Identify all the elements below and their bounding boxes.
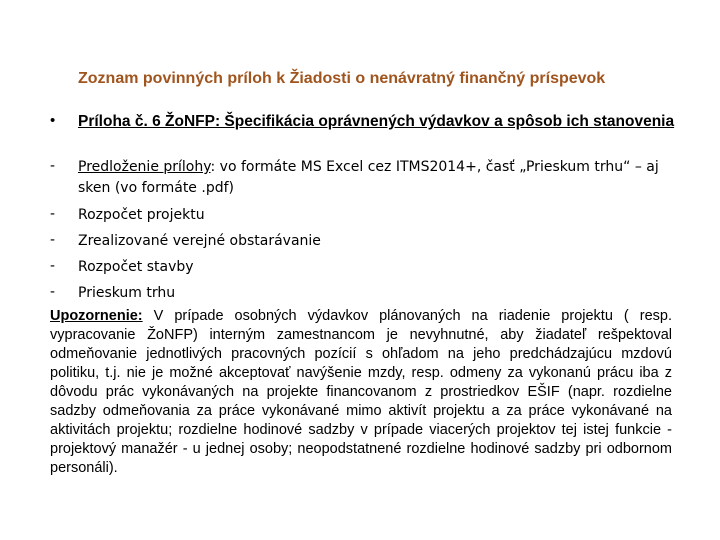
dash-marker: - [50,283,55,300]
list-item-text [78,157,678,199]
attachment-title: Príloha č. 6 ŽoNFP: Špecifikácia oprávnených výdavkov a spôsob ich stanovenia [78,113,675,130]
dash-marker: - [50,205,55,222]
dash-marker: - [50,157,55,174]
list-item-text: Zrealizované verejné obstarávanie [78,233,321,249]
dash-marker: - [50,231,55,248]
warning-text: V prípade osobných výdavkov plánovaných na riadenie projektu ( resp. vypracovanie ŽoNFP) interným zamestnancom je nevyhnutné, aby žiadateľ rešpektoval odmeňovanie jednotlivých pracovných pozícií s ohľadom na jeho predchádzajúcu mzdovú politiku, t.j. nie je možné akceptovať navýšenie mzdy, resp. odmeny za vykonanú prácu iba z dôvodu prác vykonávaných na projekte financovanom z prostriedkov EŠIF (napr. rozdielne sadzby odmeňovania za práce vykonávané mimo aktivít projektu a za práce vykonávané na aktivitách projektu; rozdielne hodinové sadzby v prípade viacerých projektov tej istej funkcie - projektový manažér - u jednej osoby; neopodstatnené rozdielne hodinové sadzby pri odbornom personáli). [50,308,672,476]
list-item-detail: : vo formáte MS Excel cez ITMS2014+, časť „Prieskum trhu“ – aj sken (vo formáte .pdf) [78,159,659,196]
warning-note [50,307,672,478]
list-item-text: Rozpočet projektu [78,207,205,223]
page-title: Zoznam povinných príloh k Žiadosti o nenávratný finančný príspevok [78,70,606,87]
list-item-label: Predloženie prílohy [78,159,211,175]
dash-marker: - [50,257,55,274]
list-item-text: Prieskum trhu [78,285,176,301]
warning-label: Upozornenie: [50,308,143,324]
bullet-marker: • [50,112,56,129]
list-item-text: Rozpočet stavby [78,259,194,275]
